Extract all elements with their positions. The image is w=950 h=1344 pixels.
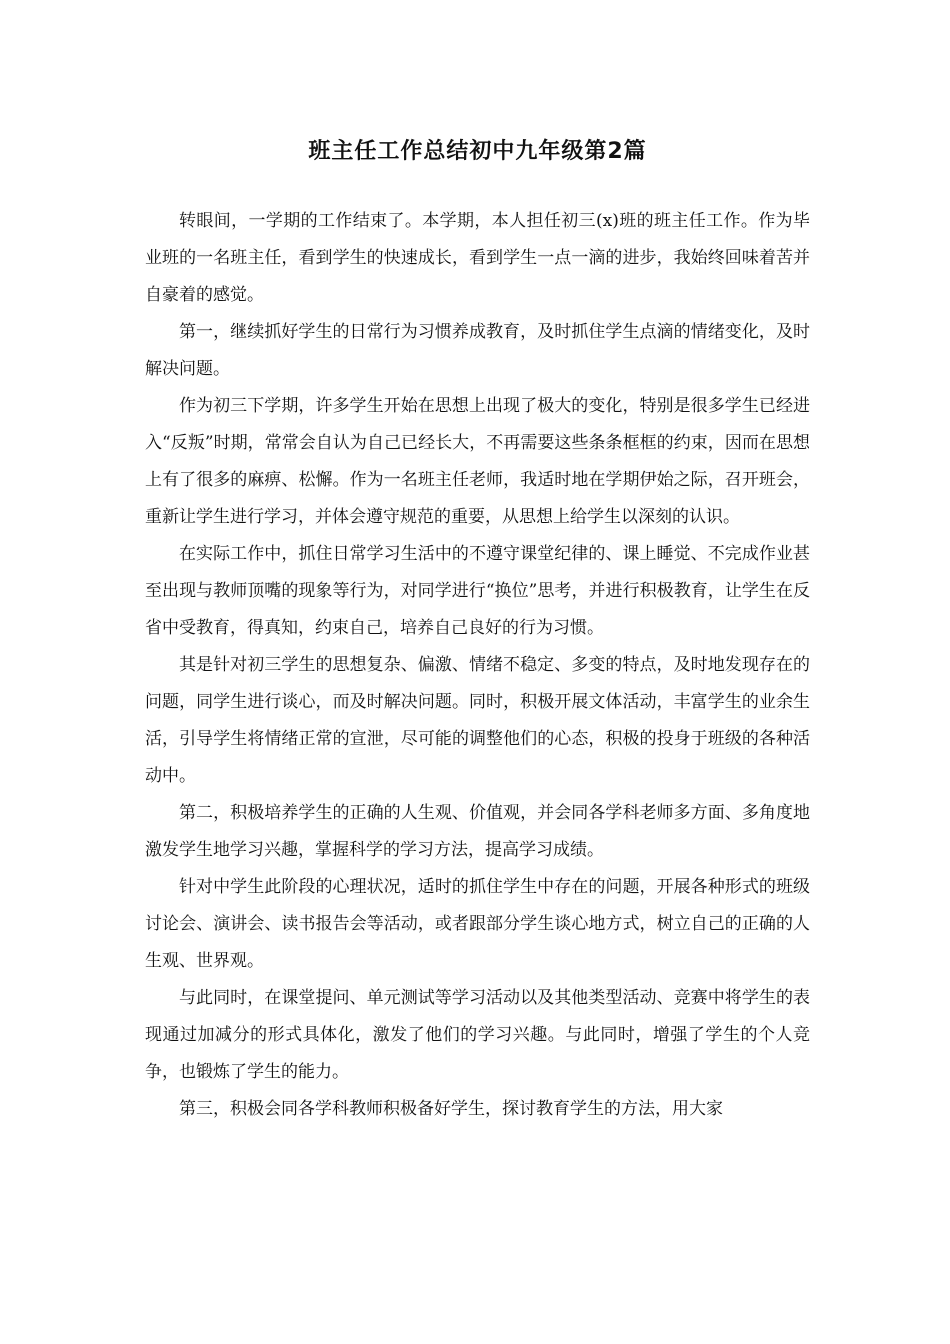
paragraph-point-three: 第三，积极会同各学科教师积极备好学生，探讨教育学生的方法，用大家 [179, 1099, 723, 1119]
paragraph-intro: 转眼间，一学期的工作结束了。本学期，本人担任初三(x)班的班主任工作。作为毕业班的一名班主任，看到学生的快速成长，看到学生一点一滴的进步，我始终回味着苦并自豪着的感觉。 [145, 211, 810, 305]
paragraph-daily-discipline: 在实际工作中，抓住日常学习生活中的不遵守课堂纪律的、课上睡觉、不完成作业甚至出现与教师顶嘴的现象等行为，对同学进行“换位”思考，并进行积极教育，让学生在反省中受教育，得真知，约束自己，培养自己良好的行为习惯。 [145, 544, 810, 638]
paragraph-point-one: 第一，继续抓好学生的日常行为习惯养成教育，及时抓住学生点滴的情绪变化，及时解决问题。 [145, 322, 810, 379]
paragraph-point-two: 第二，积极培养学生的正确的人生观、价值观，并会同各学科老师多方面、多角度地激发学生地学习兴趣，掌握科学的学习方法，提高学习成绩。 [145, 803, 810, 860]
paragraph-rebellion-period: 作为初三下学期，许多学生开始在思想上出现了极大的变化，特别是很多学生已经进入“反叛”时期，常常会自认为自己已经长大，不再需要这些条条框框的约束，因而在思想上有了很多的麻痹、松懈。作为一名班主任老师，我适时地在学期伊始之际，召开班会，重新让学生进行学习，并体会遵守规范的重要，从思想上给学生以深刻的认识。 [145, 396, 810, 527]
paragraph-class-activities: 针对中学生此阶段的心理状况，适时的抓住学生中存在的问题，开展各种形式的班级讨论会、演讲会、读书报告会等活动，或者跟部分学生谈心地方式，树立自己的正确的人生观、世界观。 [145, 877, 810, 971]
document-title: 班主任工作总结初中九年级第2篇 [308, 139, 647, 164]
document-page [145, 134, 810, 1128]
paragraph-emotional-guidance: 其是针对初三学生的思想复杂、偏激、情绪不稳定、多变的特点，及时地发现存在的问题，同学生进行谈心，而及时解决问题。同时，积极开展文体活动，丰富学生的业余生活，引导学生将情绪正常的宣泄，尽可能的调整他们的心态，积极的投身于班级的各种活动中。 [145, 655, 810, 786]
paragraph-learning-interest: 与此同时，在课堂提问、单元测试等学习活动以及其他类型活动、竞赛中将学生的表现通过加减分的形式具体化，激发了他们的学习兴趣。与此同时，增强了学生的个人竞争，也锻炼了学生的能力。 [145, 988, 810, 1082]
